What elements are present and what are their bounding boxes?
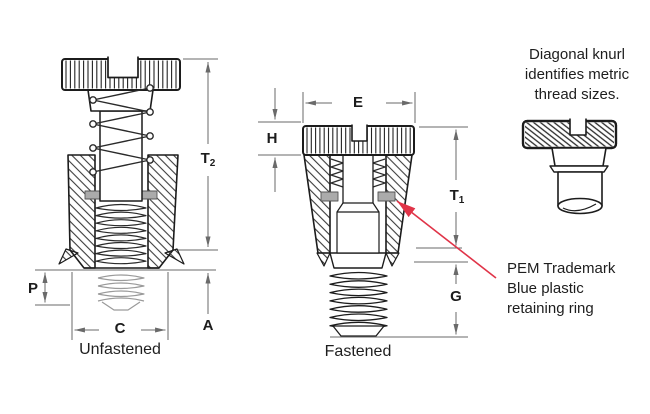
dim-h-lines (258, 88, 301, 192)
retaining-ring-right (378, 192, 395, 201)
thread-tip (333, 326, 384, 336)
screw-plunger (343, 155, 373, 203)
knurled-head (62, 57, 180, 91)
dim-label-p: P (27, 280, 39, 297)
red-callout-arrow (397, 201, 496, 278)
caption-unfastened: Unfastened (79, 341, 161, 358)
nut-right-wall (386, 155, 412, 253)
dim-label-a: A (202, 317, 214, 334)
knurled-head (303, 125, 414, 156)
diagonal-knurled-head (523, 119, 616, 149)
collar (552, 148, 606, 166)
dim-label-h: H (266, 130, 278, 147)
nut-left-wall (304, 155, 330, 253)
driver-slot (570, 119, 586, 136)
phantom-threads (98, 275, 144, 310)
dim-label-e: E (352, 94, 364, 111)
screw-shoulder (330, 253, 386, 268)
driver-slot (352, 125, 367, 142)
dim-label-c: C (114, 320, 126, 337)
dim-label-t1: $T_1$ (449, 187, 465, 206)
metric-knurl-figure (523, 119, 616, 214)
caption-fastened: Fastened (324, 343, 392, 360)
shank-end (558, 199, 602, 214)
retaining-ring-left (321, 192, 338, 201)
dim-label-g: G (450, 288, 462, 305)
dim-label-t2: $T_2$ (200, 150, 216, 169)
screw-shank (100, 111, 142, 201)
driver-slot (108, 57, 138, 78)
fastened-figure (303, 125, 414, 337)
note-pem-trademark: PEM Trademark Blue plastic retaining ring (507, 260, 616, 317)
external-threads (330, 273, 387, 337)
unfastened-figure (59, 57, 184, 311)
note-diagonal-knurl: Diagonal knurl identifies metric thread sizes. (524, 46, 630, 103)
